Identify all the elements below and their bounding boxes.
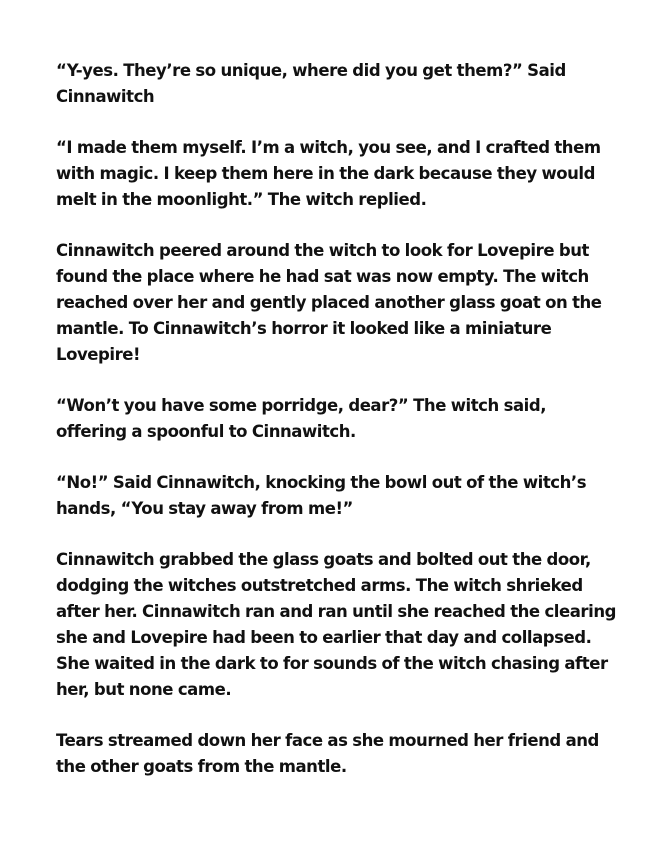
paragraph-1: “Y-yes. They’re so unique, where did you get them?” Said Cinnawitch [56,61,566,106]
paragraph-7: Tears streamed down her face as she mourned her friend and the other goats from the mantle. [56,731,599,776]
paragraph-3: Cinnawitch peered around the witch to look for Lovepire but found the place where he had sat was now empty. The witch reached over her and gently placed another glass goat on the mantle. To Cinnawitch’s horror it looked like a miniature Lovepire! [56,241,602,364]
paragraph-6: Cinnawitch grabbed the glass goats and bolted out the door, dodging the witches outstretched arms. The witch shrieked after her. Cinnawitch ran and ran until she reached the clearing she and Lovepire had been to earlier that day and collapsed. She waited in the dark to for sounds of the witch chasing after her, but none came. [56,550,616,699]
paragraph-5: “No!” Said Cinnawitch, knocking the bowl out of the witch’s hands, “You stay away from me!” [56,473,587,518]
paragraph-2: “I made them myself. I’m a witch, you see, and I crafted them with magic. I keep them here in the dark because they would melt in the moonlight.” The witch replied. [56,138,601,209]
paragraph-4: “Won’t you have some porridge, dear?” The witch said, offering a spoonful to Cinnawitch. [56,396,547,441]
story-text [56,58,616,780]
